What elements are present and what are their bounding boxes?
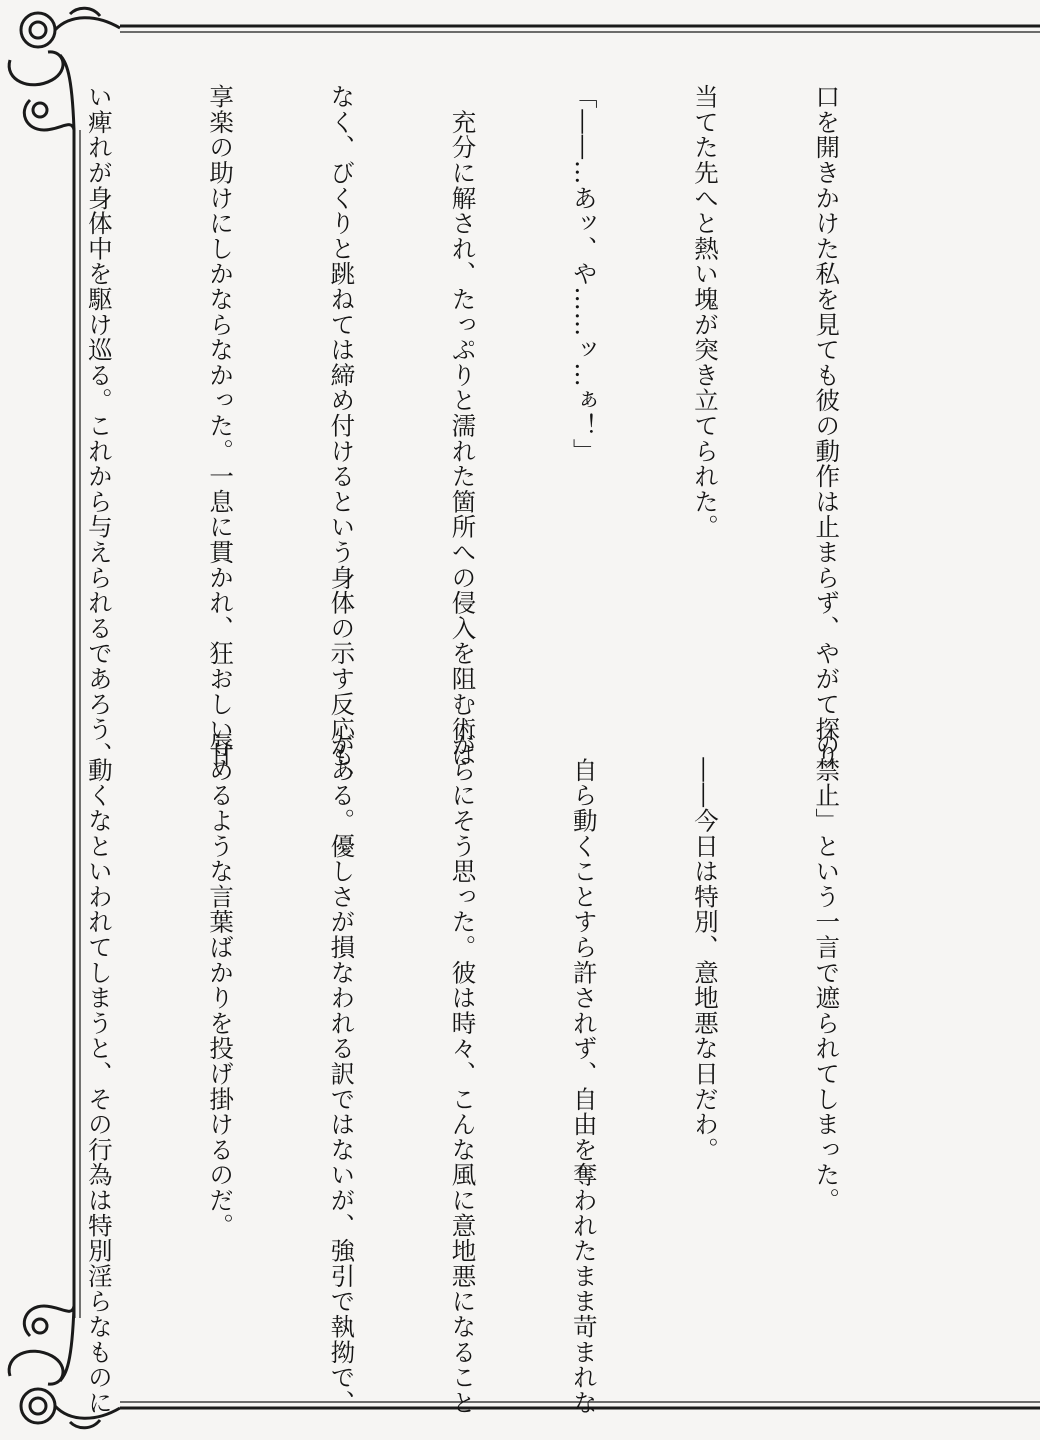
text-line: 充分に解され、たっぷりと濡れた箇所への侵入を阻む術は [448,84,478,768]
text-line: 辱めるような言葉ばかりを投げ掛けるのだ。 [206,732,236,1238]
text-block-upper [84,84,927,793]
text-line: がらにそう思った。彼は時々、こんな風に意地悪になること [448,732,478,1416]
text-line: 当てた先へと熱い塊が突き立てられた。 [690,84,720,540]
text-line: 「――…あッ、や……ッ…ぁ！」 [569,84,599,464]
text-block-lower [84,732,927,1416]
text-line: なく、びくりと跳ねては締め付けるという身体の示す反応も、 [327,84,357,793]
text-line: 享楽の助けにしかならなかった。一息に貫かれ、狂おしい甘 [206,84,236,768]
text-line: 動くなといわれてしまうと、その行為は特別淫らなものに [84,732,114,1416]
text-line: い痺れが身体中を駆け巡る。これから与えられるであろう、 [84,84,114,768]
text-line: がある。優しさが損なわれる訳ではないが、強引で執拗で、 [327,732,357,1416]
text-line: の禁止」という一言で遮られてしまった。 [812,732,842,1213]
text-line: 自ら動くことすら許されず、自由を奪われたまま苛まれな [569,732,599,1416]
text-line: 口を開きかけた私を見ても彼の動作は止まらず、やがて探り [812,84,842,768]
text-line: ――今日は特別、意地悪な日だわ。 [690,732,720,1163]
